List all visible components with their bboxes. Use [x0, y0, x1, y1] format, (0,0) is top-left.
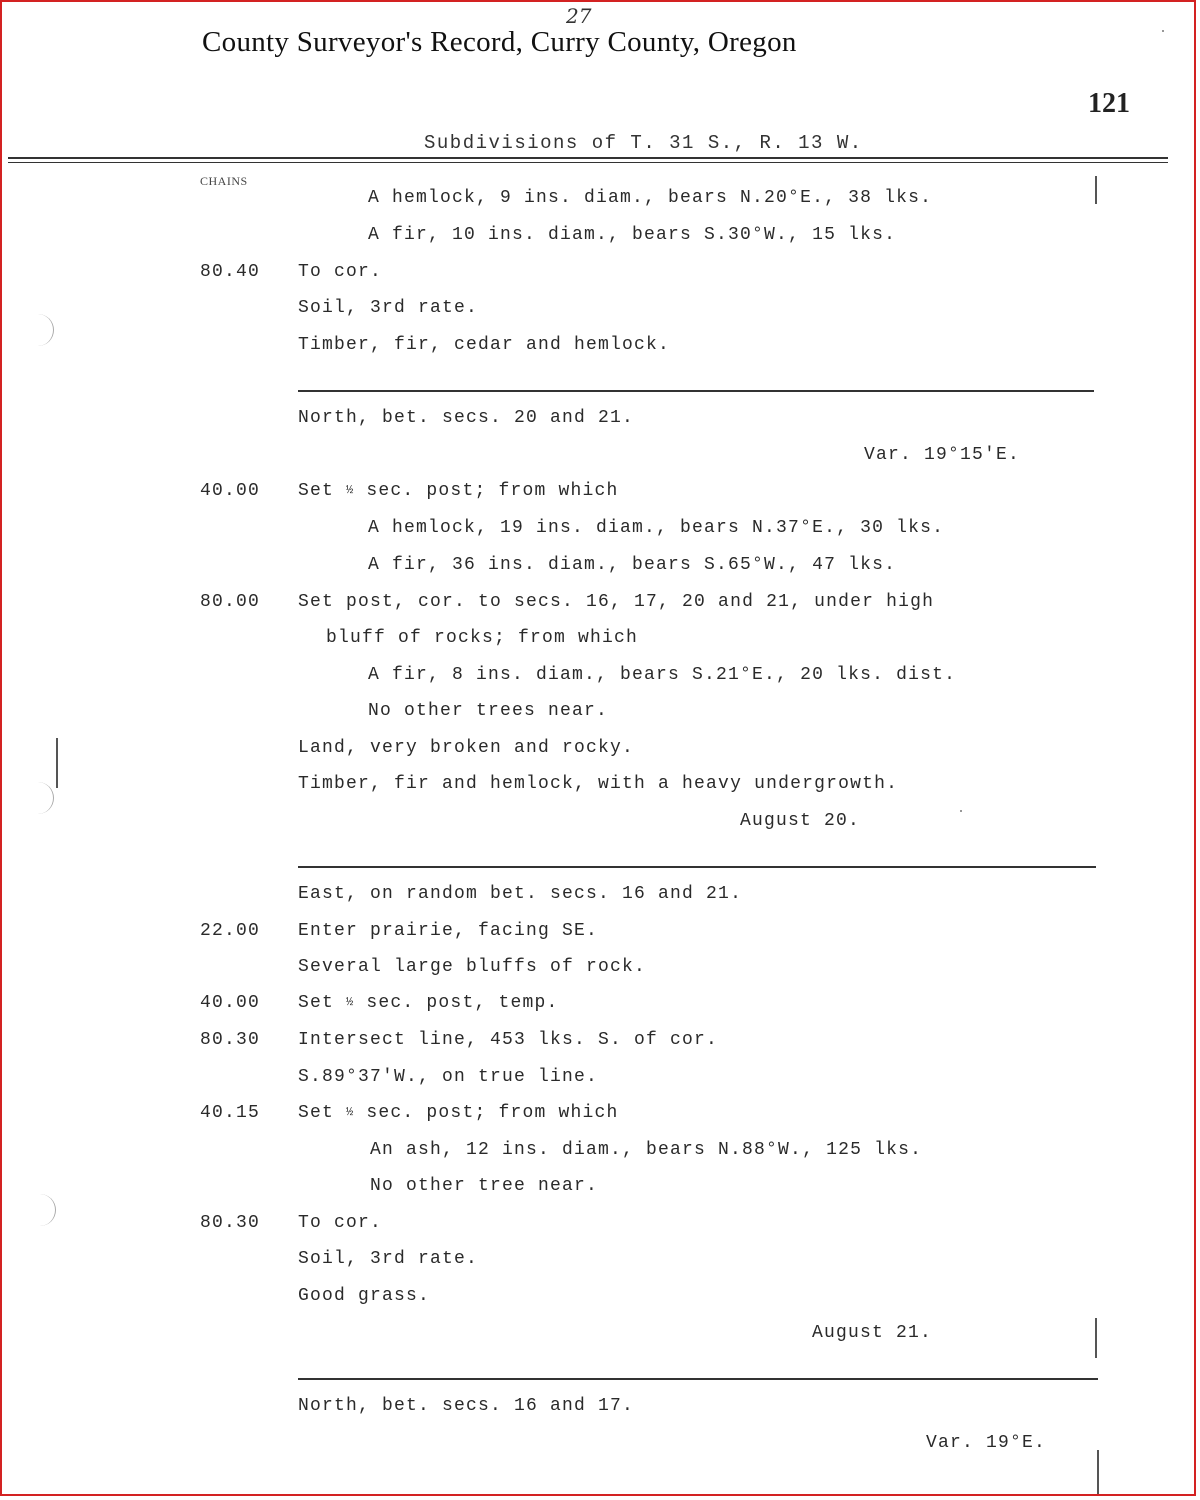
- entry-text: Enter prairie, facing SE.: [298, 921, 599, 941]
- entry-text: No other trees near.: [368, 701, 609, 721]
- course-heading: East, on random bet. secs. 16 and 21.: [298, 884, 743, 904]
- variation-note: Var. 19°15'E.: [864, 445, 1021, 465]
- entry-text: An ash, 12 ins. diam., bears N.88°W., 125 lks.: [370, 1140, 923, 1160]
- handwritten-page-note: 27: [566, 4, 592, 28]
- entry-text: Soil, 3rd rate.: [298, 1249, 479, 1269]
- entry-text: To cor.: [298, 262, 383, 282]
- ink-speck: [960, 810, 962, 812]
- ink-speck: [1162, 30, 1164, 32]
- entry-text: A fir, 8 ins. diam., bears S.21°E., 20 lks. dist.: [368, 665, 957, 685]
- date-note: August 20.: [740, 811, 861, 831]
- course-heading: North, bet. secs. 16 and 17.: [298, 1396, 635, 1416]
- chain-measure: 80.40: [200, 262, 261, 282]
- chain-measure: 22.00: [200, 921, 261, 941]
- binder-hole: [22, 782, 54, 814]
- entry-text: Timber, fir, cedar and hemlock.: [298, 335, 671, 355]
- header-rule-top: [8, 157, 1168, 159]
- entry-text: Set ½ sec. post; from which: [298, 481, 619, 501]
- section-divider: [298, 1378, 1098, 1380]
- entry-text: A hemlock, 9 ins. diam., bears N.20°E., 38 lks.: [368, 188, 933, 208]
- page-title: County Surveyor's Record, Curry County, Oregon: [202, 26, 797, 58]
- entry-text: Timber, fir and hemlock, with a heavy undergrowth.: [298, 774, 899, 794]
- section-divider: [298, 866, 1096, 868]
- entry-text: A fir, 36 ins. diam., bears S.65°W., 47 lks.: [368, 555, 897, 575]
- entry-text: To cor.: [298, 1213, 383, 1233]
- entry-text: S.89°37'W., on true line.: [298, 1067, 599, 1087]
- chains-column-header: CHAINS: [200, 174, 248, 188]
- margin-mark: [56, 738, 58, 788]
- entry-text: Intersect line, 453 lks. S. of cor.: [298, 1030, 719, 1050]
- chain-measure: 80.30: [200, 1030, 261, 1050]
- binder-hole: [22, 314, 54, 346]
- entry-text: Set post, cor. to secs. 16, 17, 20 and 21, under high: [298, 592, 935, 612]
- page-subtitle: Subdivisions of T. 31 S., R. 13 W.: [424, 132, 863, 154]
- date-note: August 21.: [812, 1323, 933, 1343]
- entry-text: Good grass.: [298, 1286, 431, 1306]
- entry-text: A hemlock, 19 ins. diam., bears N.37°E., 30 lks.: [368, 518, 945, 538]
- chain-measure: 40.15: [200, 1103, 261, 1123]
- entry-text: Set ½ sec. post, temp.: [298, 993, 559, 1013]
- binder-hole: [24, 1194, 56, 1226]
- entry-text: bluff of rocks; from which: [326, 628, 639, 648]
- chain-measure: 80.30: [200, 1213, 261, 1233]
- entry-text: Land, very broken and rocky.: [298, 738, 635, 758]
- entry-text: Soil, 3rd rate.: [298, 298, 479, 318]
- variation-note: Var. 19°E.: [926, 1433, 1047, 1453]
- section-divider: [298, 390, 1094, 392]
- chain-measure: 40.00: [200, 993, 261, 1013]
- margin-mark: [1097, 1450, 1099, 1494]
- header-rule-bottom: [8, 162, 1168, 163]
- margin-mark: [1095, 176, 1097, 204]
- entry-text: No other tree near.: [370, 1176, 599, 1196]
- entry-text: A fir, 10 ins. diam., bears S.30°W., 15 lks.: [368, 225, 897, 245]
- course-heading: North, bet. secs. 20 and 21.: [298, 408, 635, 428]
- entry-text: Set ½ sec. post; from which: [298, 1103, 619, 1123]
- margin-mark: [1095, 1318, 1097, 1358]
- chain-measure: 80.00: [200, 592, 261, 612]
- entry-text: Several large bluffs of rock.: [298, 957, 647, 977]
- page-number: 121: [1088, 88, 1130, 119]
- chain-measure: 40.00: [200, 481, 261, 501]
